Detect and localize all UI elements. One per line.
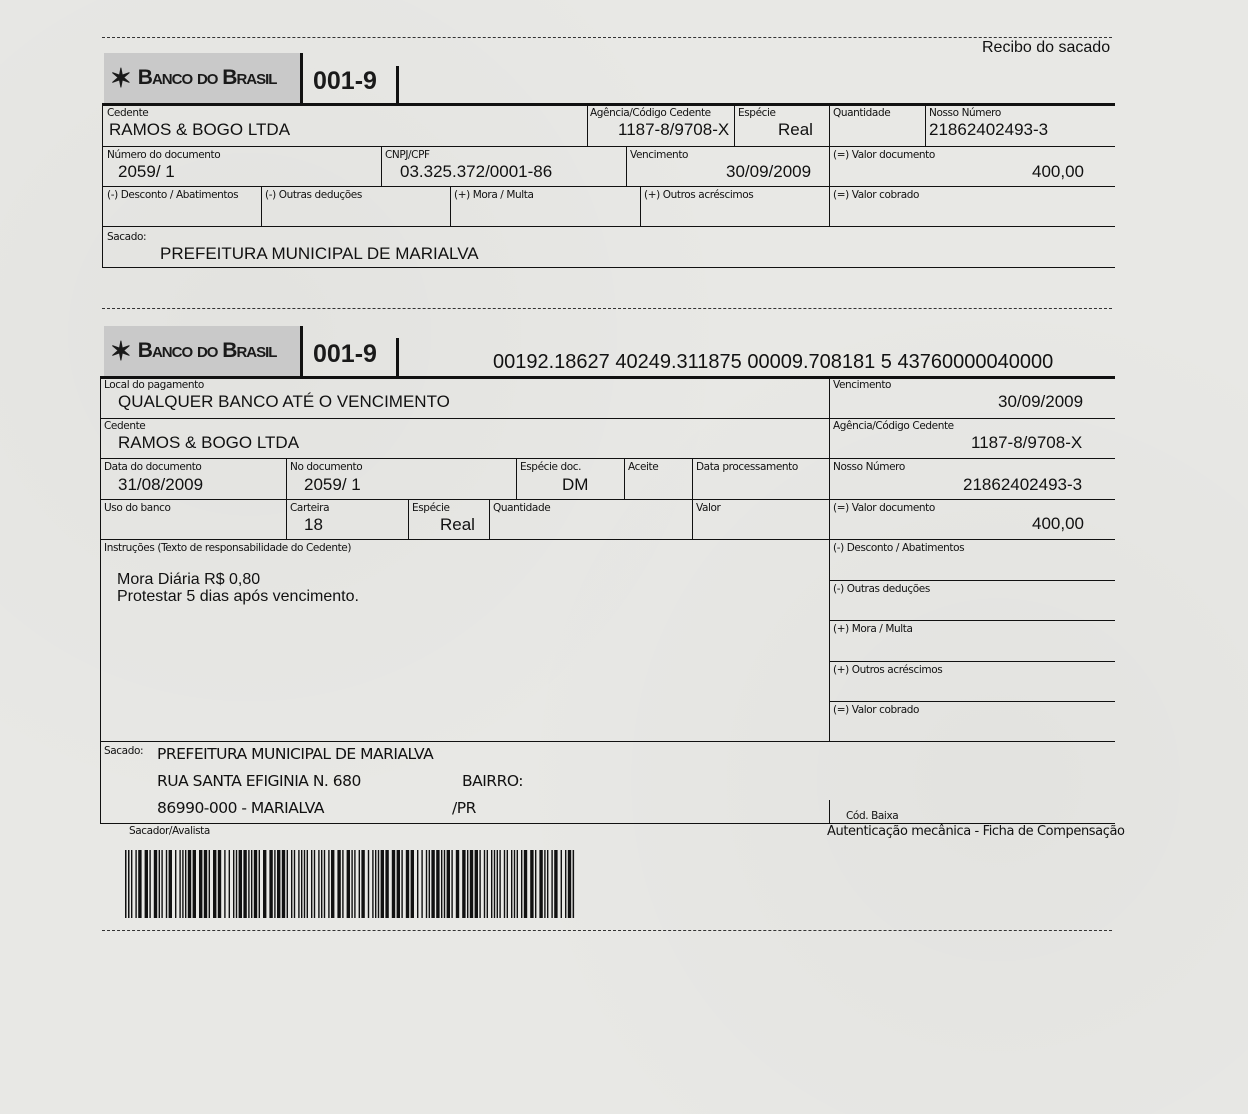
barcode-bar	[311, 850, 312, 918]
cut-line-middle	[102, 308, 1112, 309]
sacado-value: PREFEITURA MUNICIPAL DE MARIALVA	[160, 244, 479, 263]
valor-label: Valor	[696, 502, 721, 514]
barcode-bar	[354, 850, 355, 918]
barcode-bar	[125, 850, 127, 918]
cedente-label: Cedente	[107, 107, 149, 119]
barcode-bar	[331, 850, 334, 918]
barcode-bar	[397, 850, 400, 918]
barcode-bar	[213, 850, 216, 918]
barcode-bar	[561, 850, 562, 918]
barcode-bar	[188, 850, 191, 918]
barcode-bar	[361, 850, 364, 918]
especie-label: Espécie	[412, 502, 450, 514]
barcode-bar	[411, 850, 414, 918]
barcode-bar	[229, 850, 230, 918]
barcode-bar	[239, 850, 242, 918]
agencia-value: 1187-8/9708-X	[618, 120, 730, 139]
autenticacao-label: Autenticação mecânica - Ficha de Compensação	[827, 824, 1125, 839]
receipt-title: Recibo do sacado	[982, 39, 1111, 56]
barcode-bar	[145, 850, 148, 918]
barcode-bar	[307, 850, 308, 918]
barcode-bar	[426, 850, 427, 918]
outras-deducoes-label: (-) Outras deduções	[265, 189, 362, 201]
barcode-bar	[573, 850, 575, 918]
no-doc-value: 2059/ 1	[304, 475, 361, 494]
barcode-bar	[381, 850, 384, 918]
barcode-bar	[166, 850, 167, 918]
barcode-bar	[467, 850, 468, 918]
barcode-bar	[359, 850, 360, 918]
barcode-bar	[236, 850, 237, 918]
outros-acrescimos-label: (+) Outros acréscimos	[644, 189, 754, 201]
barcode-bar	[372, 850, 373, 918]
barcode-bar	[135, 850, 136, 918]
barcode-bar	[179, 850, 180, 918]
nosso-numero-value: 21862402493-3	[929, 120, 1049, 139]
sacado-label: Sacado:	[107, 231, 147, 243]
barcode-bar	[565, 850, 566, 918]
especie-value: Real	[778, 120, 813, 139]
barcode-bar	[514, 850, 515, 918]
barcode-bar	[554, 850, 557, 918]
barcode-bar	[287, 850, 288, 918]
sacado-uf: /PR	[452, 799, 476, 817]
mora-label: (+) Mora / Multa	[454, 189, 534, 201]
barcode-bar	[368, 850, 369, 918]
barcode-bar	[378, 850, 379, 918]
barcode-bar	[342, 850, 343, 918]
aceite-label: Aceite	[628, 461, 659, 473]
banco-do-brasil-logo-icon: ✶	[110, 63, 132, 93]
sacado-cep-cidade: 86990-000 - MARIALVA	[157, 799, 325, 817]
barcode-bar	[154, 850, 157, 918]
barcode-bar	[462, 850, 465, 918]
instrucoes-label: Instruções (Texto de responsabilidade do Cedente)	[104, 542, 352, 554]
barcode-bar	[421, 850, 422, 918]
linha-digitavel: 00192.18627 40249.311875 00009.708181 5 43760000040000	[493, 351, 1054, 373]
barcode-bar	[444, 850, 445, 918]
cut-line-bottom	[102, 930, 1112, 931]
barcode-bar	[304, 850, 305, 918]
barcode-bar	[499, 850, 500, 918]
barcode-bar	[159, 850, 160, 918]
vencimento-value: 30/09/2009	[726, 162, 812, 181]
local-pagamento-value: QUALQUER BANCO ATÉ O VENCIMENTO	[118, 392, 450, 411]
especie-doc-label: Espécie doc.	[520, 461, 582, 473]
vencimento-label: Vencimento	[833, 379, 892, 391]
barcode-bar	[204, 850, 207, 918]
barcode-bar	[274, 850, 275, 918]
barcode-bar	[337, 850, 340, 918]
barcode-bar	[524, 850, 527, 918]
num-doc-value: 2059/ 1	[118, 162, 175, 181]
barcode-bar	[233, 850, 234, 918]
data-processamento-label: Data processamento	[696, 461, 798, 473]
barcode-bar	[475, 850, 478, 918]
barcode-bar	[551, 850, 552, 918]
bank-code: 001-9	[313, 67, 377, 95]
outras-deducoes-label: (-) Outras deduções	[833, 583, 930, 595]
barcode-bar	[401, 850, 402, 918]
data-doc-value: 31/08/2009	[118, 475, 204, 494]
data-doc-label: Data do documento	[104, 461, 202, 473]
barcode-bar	[193, 850, 196, 918]
instrucao-protesto: Protestar 5 dias após vencimento.	[117, 588, 359, 605]
desconto-label: (-) Desconto / Abatimentos	[833, 542, 965, 554]
bank-name: Banco do Brasil	[137, 66, 277, 89]
barcode-bar	[447, 850, 450, 918]
nosso-numero-label: Nosso Número	[833, 461, 905, 473]
carteira-value: 18	[304, 515, 323, 534]
barcode-bar	[530, 850, 533, 918]
barcode-bar	[161, 850, 162, 918]
barcode-bar	[392, 850, 395, 918]
especie-doc-value: DM	[562, 475, 589, 494]
barcode-bar	[128, 850, 130, 918]
barcode-bar	[491, 850, 492, 918]
barcode-bar	[385, 850, 388, 918]
especie-label: Espécie	[738, 107, 776, 119]
barcode-bar	[251, 850, 252, 918]
barcode-bar	[328, 850, 329, 918]
outros-acrescimos-label: (+) Outros acréscimos	[833, 664, 943, 676]
bank-logo-slip	[104, 326, 300, 376]
barcode-bar	[507, 850, 508, 918]
barcode-bar	[291, 850, 292, 918]
cnpj-value: 03.325.372/0001-86	[400, 162, 553, 181]
barcode-bar	[314, 850, 315, 918]
sacador-avalista-label: Sacador/Avalista	[129, 825, 210, 837]
quantidade-label: Quantidade	[833, 107, 891, 119]
barcode-bar	[254, 850, 257, 918]
bank-name: Banco do Brasil	[137, 339, 277, 362]
valor-doc-label: (=) Valor documento	[833, 149, 935, 161]
cod-baixa-label: Cód. Baixa	[846, 810, 899, 822]
barcode-bar	[259, 850, 260, 918]
barcode-bar	[224, 850, 225, 918]
banco-do-brasil-logo-icon: ✶	[110, 336, 132, 366]
agencia-value: 1187-8/9708-X	[971, 433, 1083, 452]
barcode-bar	[149, 850, 150, 918]
barcode-bar	[521, 850, 522, 918]
agencia-label: Agência/Código Cedente	[590, 107, 711, 119]
barcode-bar	[436, 850, 439, 918]
barcode-bar	[511, 850, 512, 918]
barcode-bar	[294, 850, 295, 918]
vencimento-label: Vencimento	[630, 149, 689, 161]
barcode-bar	[263, 850, 266, 918]
desconto-label: (-) Desconto / Abatimentos	[107, 189, 239, 201]
barcode-bar	[539, 850, 542, 918]
barcode-bar	[535, 850, 536, 918]
quantidade-label: Quantidade	[493, 502, 551, 514]
valor-cobrado-label: (=) Valor cobrado	[833, 189, 920, 201]
local-pagamento-label: Local do pagamento	[104, 379, 204, 391]
barcode-bar	[487, 850, 488, 918]
barcode-bar	[321, 850, 322, 918]
valor-doc-label: (=) Valor documento	[833, 502, 935, 514]
barcode-bar	[417, 850, 418, 918]
barcode-bar	[269, 850, 272, 918]
barcode-bar	[479, 850, 480, 918]
no-doc-label: No documento	[290, 461, 363, 473]
valor-doc-value: 400,00	[1032, 162, 1084, 181]
barcode-bar	[324, 850, 325, 918]
bank-code-slip: 001-9	[313, 340, 377, 368]
cut-line-top	[102, 37, 1112, 38]
barcode-bar	[277, 850, 280, 918]
barcode-bar	[375, 850, 376, 918]
barcode-bar	[568, 850, 571, 918]
barcode-bar	[547, 850, 548, 918]
sacado-label: Sacado:	[104, 745, 144, 757]
barcode	[125, 850, 577, 918]
instrucao-mora: Mora Diária R$ 0,80	[117, 571, 261, 588]
valor-cobrado-label: (=) Valor cobrado	[833, 704, 920, 716]
cedente-label: Cedente	[104, 420, 146, 432]
cedente-value: RAMOS & BOGO LTDA	[109, 120, 291, 139]
barcode-bar	[470, 850, 473, 918]
barcode-bar	[169, 850, 172, 918]
barcode-bar	[318, 850, 319, 918]
barcode-bar	[175, 850, 176, 918]
barcode-bar	[301, 850, 302, 918]
barcode-bar	[209, 850, 210, 918]
barcode-bar	[182, 850, 183, 918]
barcode-bar	[504, 850, 505, 918]
bank-logo	[104, 53, 300, 103]
especie-value: Real	[440, 515, 475, 534]
agencia-label: Agência/Código Cedente	[833, 420, 954, 432]
nosso-numero-value: 21862402493-3	[963, 475, 1083, 494]
barcode-bar	[347, 850, 350, 918]
uso-banco-label: Uso do banco	[104, 502, 171, 514]
barcode-bar	[484, 850, 485, 918]
cnpj-label: CNPJ/CPF	[385, 149, 430, 161]
barcode-bar	[138, 850, 141, 918]
barcode-bar	[544, 850, 545, 918]
barcode-bar	[451, 850, 452, 918]
barcode-bar	[282, 850, 285, 918]
barcode-bar	[456, 850, 459, 918]
nosso-numero-label: Nosso Número	[929, 107, 1001, 119]
barcode-bar	[131, 850, 132, 918]
barcode-bar	[218, 850, 221, 918]
mora-label: (+) Mora / Multa	[833, 623, 913, 635]
barcode-bar	[243, 850, 246, 918]
barcode-bar	[517, 850, 518, 918]
barcode-bar	[441, 850, 442, 918]
sacado-nome: PREFEITURA MUNICIPAL DE MARIALVA	[157, 745, 434, 763]
barcode-bar	[298, 850, 299, 918]
bairro-label: BAIRRO:	[462, 772, 523, 790]
barcode-bar	[431, 850, 434, 918]
carteira-label: Carteira	[290, 502, 330, 514]
barcode-bar	[494, 850, 495, 918]
barcode-bar	[199, 850, 202, 918]
valor-doc-value: 400,00	[1032, 514, 1084, 533]
vencimento-value: 30/09/2009	[998, 392, 1084, 411]
barcode-bar	[497, 850, 498, 918]
num-doc-label: Número do documento	[107, 149, 221, 161]
barcode-bar	[351, 850, 352, 918]
sacado-endereco: RUA SANTA EFIGINIA N. 680	[157, 772, 361, 790]
barcode-bar	[406, 850, 409, 918]
barcode-bar	[248, 850, 249, 918]
barcode-bar	[185, 850, 186, 918]
barcode-bar	[429, 850, 430, 918]
cedente-value: RAMOS & BOGO LTDA	[118, 433, 300, 452]
